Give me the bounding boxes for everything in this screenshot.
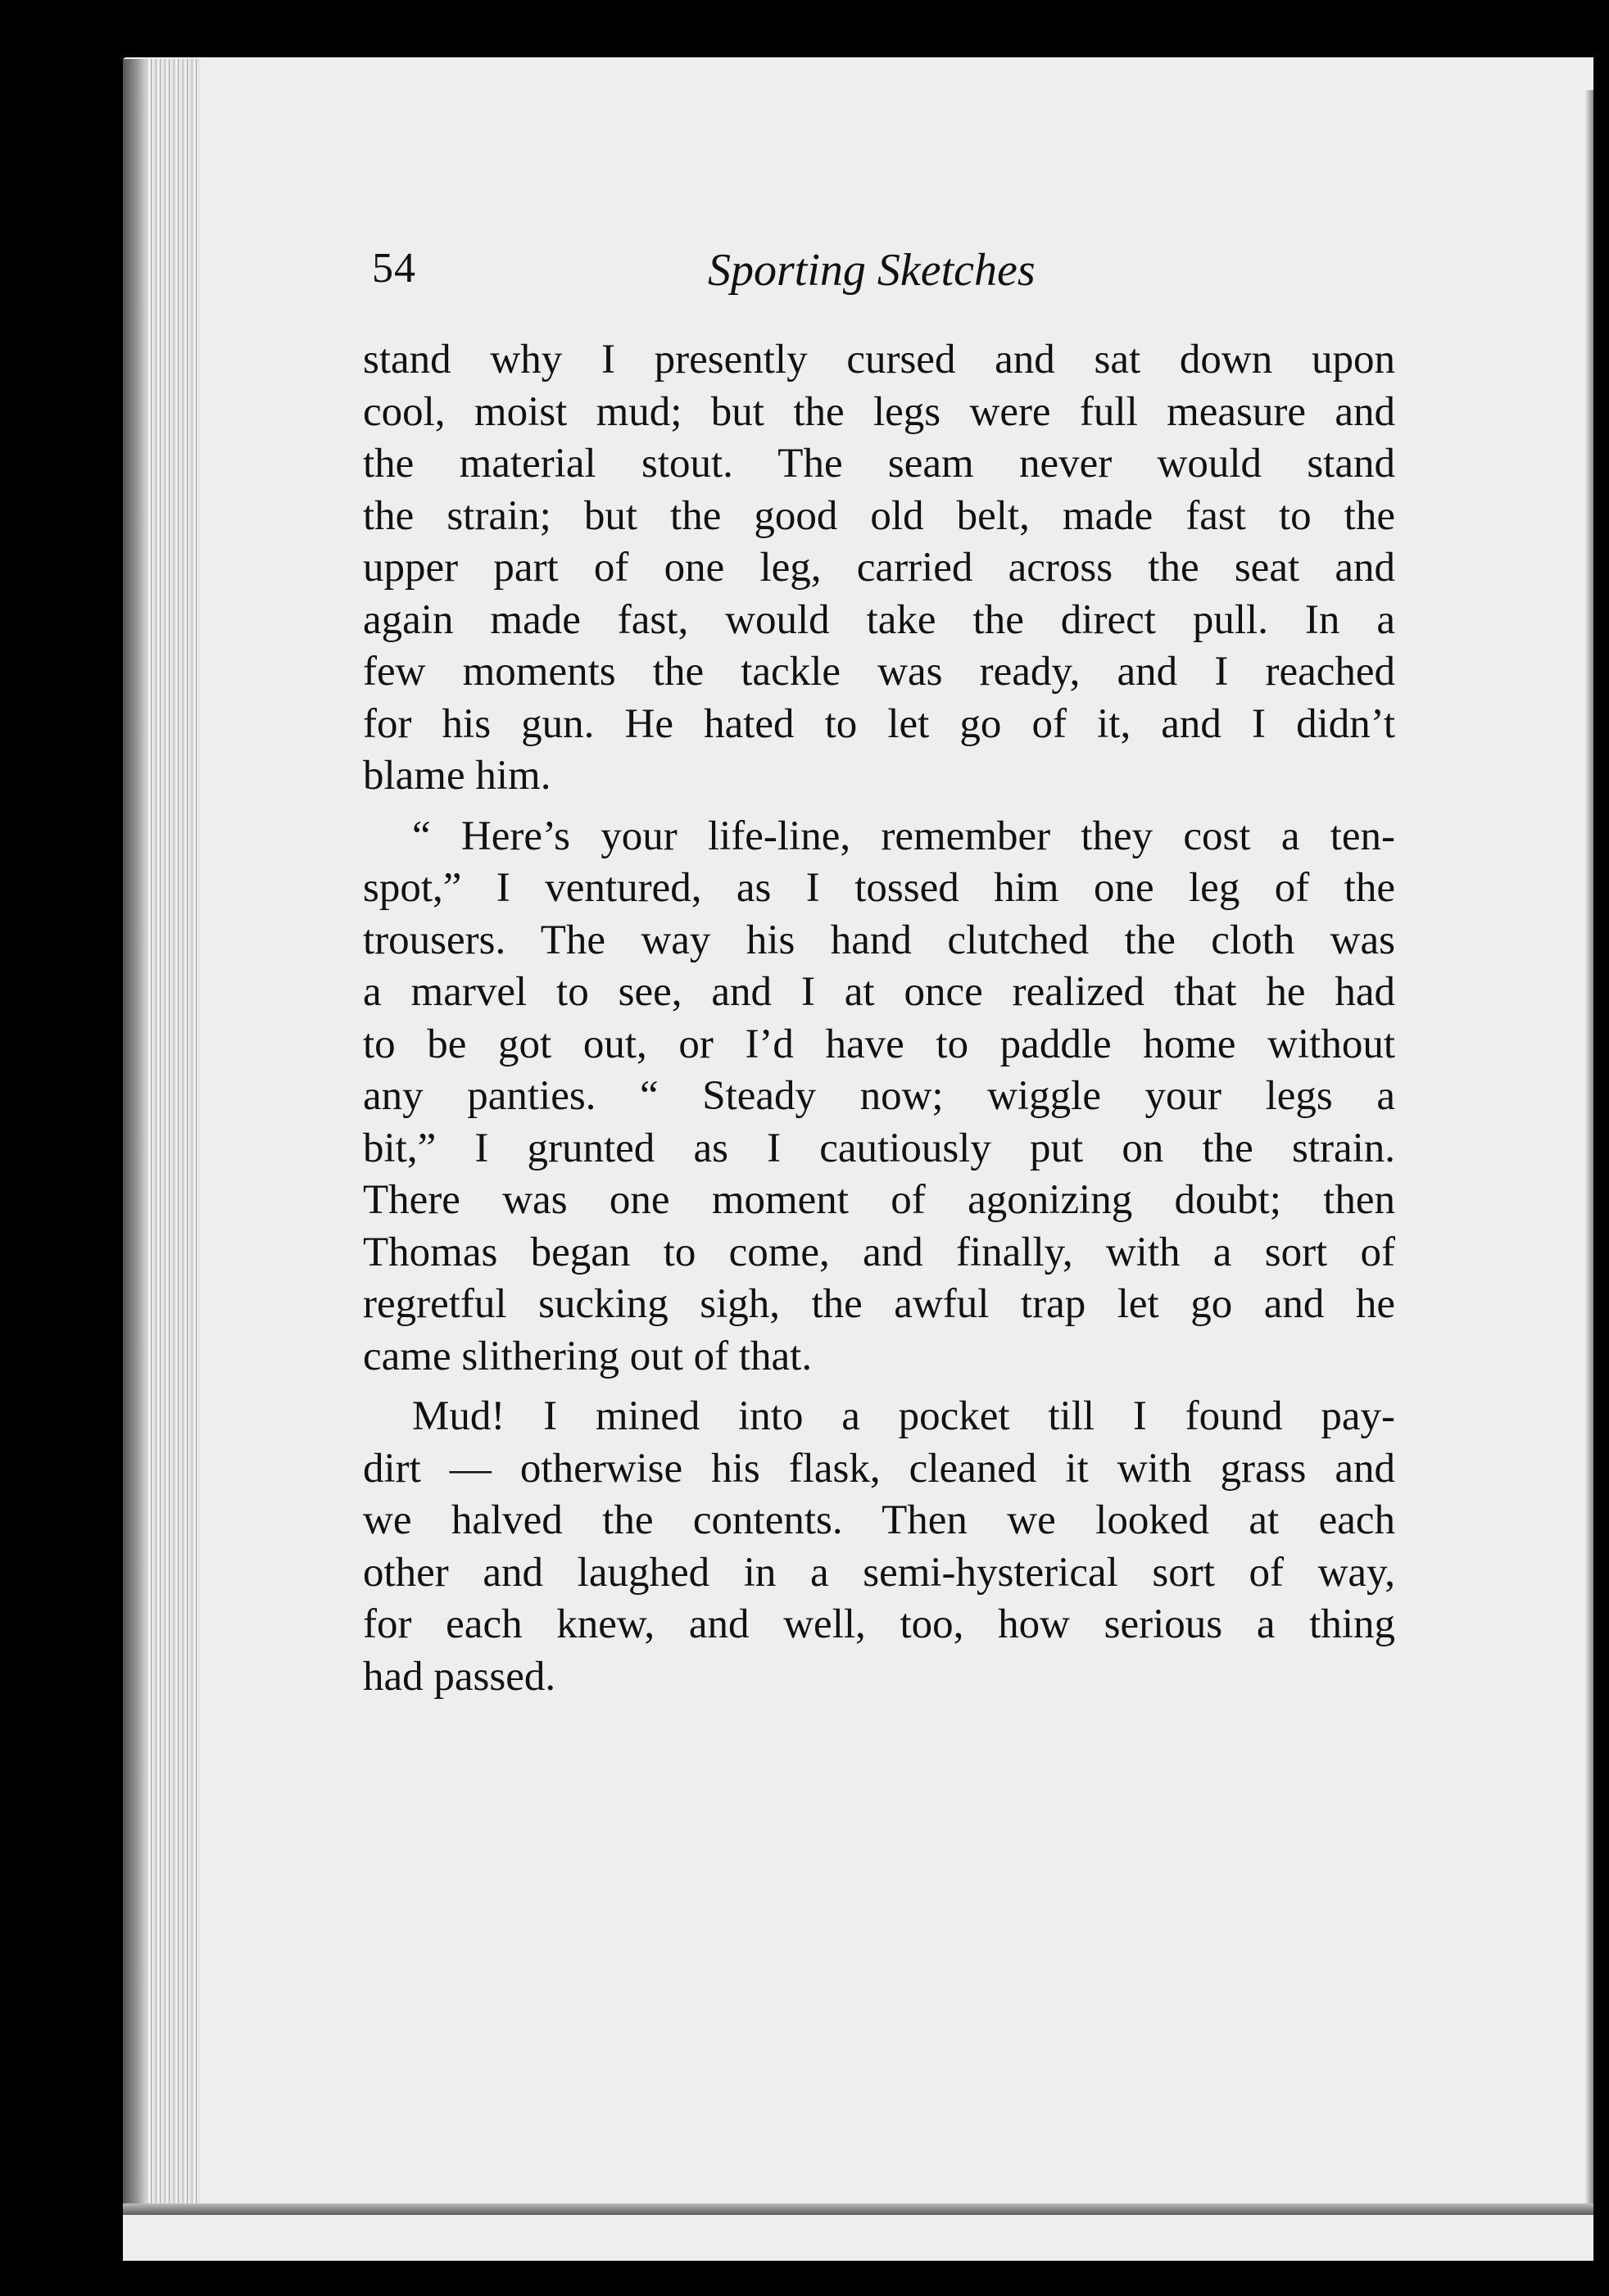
running-head — [372, 244, 1388, 310]
text-line: the material stout. The seam never would stand — [363, 441, 1395, 487]
text-line: There was one moment of agonizing doubt; then — [363, 1177, 1395, 1223]
page-edges — [146, 59, 200, 2213]
text-line: cool, moist mud; but the legs were full measure and — [363, 388, 1395, 435]
text-line: again made fast, would take the direct pull. In a — [363, 596, 1395, 643]
text-line: Mud! I mined into a pocket till I found pay- — [412, 1393, 1395, 1439]
text-line: the strain; but the good old belt, made fast to the — [363, 492, 1395, 539]
text-line: for each knew, and well, too, how serious a thing — [363, 1601, 1395, 1647]
text-line: we halved the contents. Then we looked at each — [363, 1497, 1395, 1543]
page-right-edge — [1585, 90, 1593, 2203]
text-line: dirt — otherwise his flask, cleaned it with grass and — [363, 1445, 1395, 1492]
book-binding-shadow — [123, 59, 147, 2213]
text-line: for his gun. He hated to let go of it, and I didn’t — [363, 700, 1395, 747]
text-line: trousers. The way his hand clutched the cloth was — [363, 917, 1395, 963]
text-line: to be got out, or I’d have to paddle home without — [363, 1021, 1395, 1067]
text-line: a marvel to see, and I at once realized that he had — [363, 969, 1395, 1015]
running-title: Sporting Sketches — [708, 245, 1036, 296]
text-line: spot,” I ventured, as I tossed him one leg of the — [363, 865, 1395, 911]
text-line: had passed. — [363, 1653, 556, 1700]
page-bottom-edge — [123, 2203, 1593, 2215]
text-line: blame him. — [363, 753, 551, 799]
text-line: Thomas began to come, and finally, with a sort of — [363, 1229, 1395, 1275]
text-line: regretful sucking sigh, the awful trap let go and he — [363, 1281, 1395, 1327]
text-line: few moments the tackle was ready, and I reached — [363, 649, 1395, 695]
text-line: came slithering out of that. — [363, 1333, 813, 1379]
page-number: 54 — [372, 245, 416, 292]
text-line: any panties. “ Steady now; wiggle your legs a — [363, 1073, 1395, 1119]
text-line: bit,” I grunted as I cautiously put on the strain. — [363, 1125, 1395, 1171]
text-line: other and laughed in a semi-hysterical sort of way, — [363, 1549, 1395, 1596]
text-line: upper part of one leg, carried across the seat and — [363, 545, 1395, 591]
text-line: stand why I presently cursed and sat down upon — [363, 337, 1395, 383]
body-text — [363, 334, 1395, 1703]
text-line: “ Here’s your life-line, remember they cost a ten- — [412, 813, 1395, 859]
